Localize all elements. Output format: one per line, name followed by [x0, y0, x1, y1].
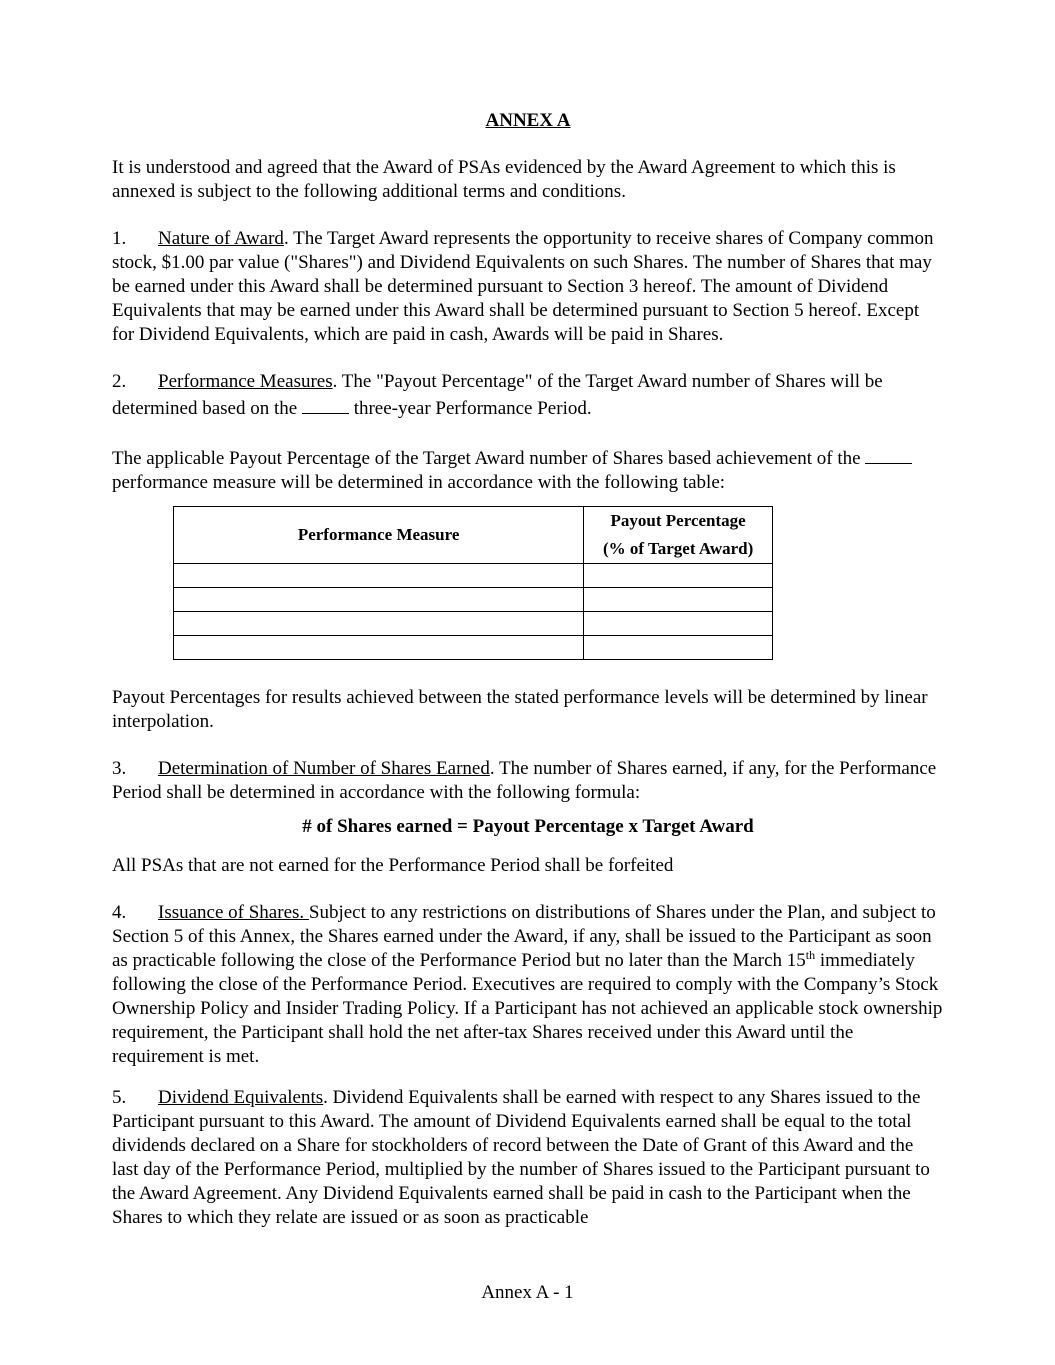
section-1 — [112, 227, 944, 347]
measure-blank — [865, 444, 912, 464]
intro-paragraph: It is understood and agreed that the Award of PSAs evidenced by the Award Agreement to which this is annexed is subject to the following additional terms and conditions. — [112, 157, 896, 202]
table-cell — [174, 588, 584, 612]
table-header-measure: Performance Measure — [174, 507, 584, 564]
section-4-text-b: immediately following the close of the Performance Period. Executives are required to comply with the Company’s Stock Ownership Policy and Insider Trading Policy. If a Participant has not achieved an applicable stock ownership requirement, the Participant shall hold the net after-tax Shares received under this Award until the requirement is met. — [112, 950, 943, 1067]
ordinal-suffix: th — [805, 948, 816, 962]
section-2-text-b: three-year Performance Period. — [348, 398, 592, 419]
section-1-number: 1. — [112, 228, 127, 249]
page-footer: Annex A - 1 — [481, 1282, 574, 1303]
table-cell — [584, 612, 773, 636]
section-3 — [112, 757, 944, 805]
performance-table — [173, 506, 773, 660]
payout-intro-a: The applicable Payout Percentage of the Target Award number of Shares based achievement of the — [112, 448, 866, 469]
table-cell — [174, 612, 584, 636]
table-row — [174, 588, 773, 612]
section-2 — [112, 370, 944, 421]
section-3-heading: Determination of Number of Shares Earned — [158, 758, 490, 779]
payout-intro-b: performance measure will be determined in accordance with the following table: — [112, 472, 726, 493]
table-cell — [584, 636, 773, 660]
section-3-text: . The number of Shares earned, if any, for the Performance Period shall be determined in accordance with the following formula: — [112, 758, 937, 803]
section-5-text: . Dividend Equivalents shall be earned with respect to any Shares issued to the Participant pursuant to this Award. The amount of Dividend Equivalents earned shall be equal to the total dividends declared on a Share for stockholders of record between the Date of Grant of this Award and the last day of the Performance Period, multiplied by the number of Shares issued to the Participant pursuant to the Award Agreement. Any Dividend Equivalents earned shall be paid in cash to the Participant when the Shares to which they relate are issued or as soon as practicable — [112, 1087, 930, 1228]
payout-header-line2: (% of Target Award) — [602, 539, 754, 558]
table-header-payout — [584, 507, 773, 564]
section-4-number: 4. — [112, 902, 127, 923]
annex-title: ANNEX A — [485, 110, 571, 131]
table-cell — [174, 636, 584, 660]
section-4 — [112, 901, 944, 1069]
table-cell — [174, 564, 584, 588]
section-1-heading: Nature of Award — [158, 228, 284, 249]
section-1-text: . The Target Award represents the opportunity to receive shares of Company common stock, $1.00 par value ("Shares") and Dividend Equivalents on such Shares. The number of Shares that may be earned under this Award shall be determined pursuant to Section 3 hereof. The amount of Dividend Equivalents that may be earned under this Award shall be determined pursuant to Section 5 hereof. Except for Dividend Equivalents, which are paid in cash, Awards will be paid in Shares. — [112, 228, 934, 345]
table-row — [174, 612, 773, 636]
forfeit-paragraph: All PSAs that are not earned for the Performance Period shall be forfeited — [112, 855, 674, 876]
section-2-number: 2. — [112, 371, 127, 392]
period-blank — [302, 394, 349, 414]
table-row — [174, 564, 773, 588]
section-5-heading: Dividend Equivalents — [158, 1087, 324, 1108]
interpolation-paragraph: Payout Percentages for results achieved between the stated performance levels will be determined by linear interpolation. — [112, 687, 928, 732]
section-3-number: 3. — [112, 758, 127, 779]
payout-intro — [112, 444, 944, 495]
section-2-text-a: . The "Payout Percentage" of the Target Award number of Shares will be determined based on the — [112, 371, 883, 419]
table-header-row — [174, 507, 773, 564]
section-2-heading: Performance Measures — [158, 371, 333, 392]
table-cell — [584, 564, 773, 588]
section-4-text-a: Subject to any restrictions on distributions of Shares under the Plan, and subject to Section 5 of this Annex, the Shares earned under the Award, if any, shall be issued to the Participant as soon as practicable following the close of the Performance Period but no later than the March 15 — [112, 902, 936, 971]
shares-formula: # of Shares earned = Payout Percentage x Target Award — [302, 816, 754, 837]
payout-header-line1: Payout Percentage — [610, 511, 746, 530]
section-5 — [112, 1086, 944, 1230]
section-4-heading: Issuance of Shares. — [158, 902, 309, 923]
table-cell — [584, 588, 773, 612]
section-5-number: 5. — [112, 1087, 127, 1108]
table-row — [174, 636, 773, 660]
document-page — [112, 109, 944, 1230]
